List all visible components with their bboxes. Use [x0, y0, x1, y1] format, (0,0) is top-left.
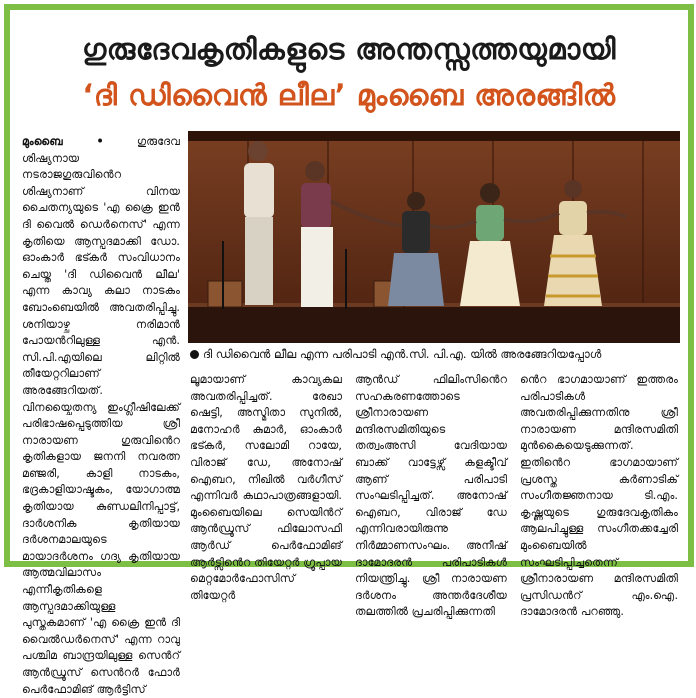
caption-bullet-icon: [190, 350, 199, 359]
dateline: മുംബൈ •: [22, 135, 104, 148]
caption-text: ദി ഡിവൈൻ ലീല എന്ന പരിപാടി എൻ.സി. പി.എ. യിൽ അരങ്ങേറിയപ്പോൾ: [203, 347, 602, 361]
column-1-text: ഗുരുദേവ ശിഷ്യനായ നടരാജഗുരുവിൻെറ ശിഷ്യനാണ് വിനയ ചൈതന്യയുടെ 'എ ക്രൈ ഇൻ ദി വൈൽ ഡെർനെസ്' എന്ന കൃതിയെ ആസ്പദമാക്കി ഡോ. ഓംകാർ ഭട്കർ സംവിധാനം ചെയ്ത 'ദി ഡിവൈൻ ലീല' എന്ന കാവ്യ കലാ നാടകം ബോംബെയിൽ അവതരിപ്പിച്ചു. ശനിയാഴ്ച നരിമാൻ പോയൻറിലുള്ള എൻ. സി.പി.എയിലെ ലിറ്റിൽ തീയേറ്ററിലാണ് അരങ്ങേറിയത്. വിനയ്ചൈതന്യ ഇംഗ്ലീഷിലേക്ക് പരിഭാഷപ്പെടുത്തിയ ശ്രീ നാരായണ ഗുരുവിൻെറ കൃതികളായ ജനനി നവരത്ന മഞ്ജരി, കാളി നാടകം, ഭദ്രകാളിയാഷ്ടകം, യോഗാത്മ കൃതിയായ കുണ്ഡലിനിപ്പാട്ട്, ദാർശനിക കൃതിയായ ദർശനമാലയുടെ മായാദർശനം ഗദ്യ കൃതിയായ ആത്മവിലാസം എന്നീകൃതികളെ ആസ്പദമാക്കിയുള്ള പുസ്തകമാണ് 'എ ക്രൈ ഇൻ ദി വൈൽഡർനെസ്' എന്ന റാവു പശ്ചിമ ബാന്ദ്രയിലുള്ള സെൻറ് ആൻഡ്രൂസ് സെൻറർ ഫോർ പെർഫോമിങ് ആർട്ടിസ്: [22, 135, 180, 696]
headline-line-1: ഗുരുദേവകൃതികളുടെ അന്തസ്സത്തയുമായി: [82, 32, 616, 66]
article-column-3: ആൻഡ് ഫിലിംസിൻെറ സഹകരണത്തോടെ ശ്രീനാരായണ മന്ദിരസമിതിയുടെ തത്വംഅസി വേദിയായ ബാക്ക് വാട്ടേഴ്സ് കളക്ടീവ് ആണ് പരിപാടി സംഘടിപ്പിച്ചത്. അനോഷ് ഐബറ, വിരാജ് ഡേ എന്നിവരായിരുന്നു നിർമ്മാണസംഘം. അനീഷ് ദാമോദരൻ പരിപാടികൾ നിയന്ത്രിച്ചു. ശ്രീ നാരായണ ദർശനം അന്തർദേശീയ തലത്തിൽ പ്രചരിപ്പിക്കുന്നതി: [355, 373, 507, 619]
article-column-2: ലൂമായാണ് കാവ്യകല അവതരിപ്പിച്ചത്. രേഖാ ഷെട്ടി, അസ്മിതാ സുനിൽ, മനോഹർ കുമാർ, ഓംകാർ ഭട്കർ, സലോമി റായേ, വിരാജ് ഡേ, അനോഷ് ഐബറ, നിഖിൽ വർഗീസ് എന്നിവർ കഥാപാത്രങ്ങളായി. മുംബൈയിലെ സെയിൻറ് ആൻഡ്രൂസ് ഫിലോസഫി ആർഡ് പെർഫോമിങ് ആർട്സിൻെറ തിയേറ്റർ ഗ്രൂപ്പായ മെറ്റമോർഫോസിസ് തിയേറ്റർ: [190, 373, 342, 602]
performers-illustration: [188, 131, 680, 343]
headline-line-2: ‘ദി ഡിവൈൻ ലീല’ മുംബൈ അരങ്ങിൽ: [82, 78, 616, 112]
photo-caption: [190, 347, 680, 362]
article-column-1: [22, 134, 180, 696]
article-column-4: ൻെറ ഭാഗമായാണ് ഇത്തരം പരിപാടികൾ അവതരിപ്പിക്കുന്നതിനു ശ്രീ നാരായണ മന്ദിരസമിതി മുൻകൈയെടുക്കുന്നത്. ഇതിൻെറ ഭാഗമായാണ് പ്രശസ്ത കർണാടിക് സംഗീതജ്ഞനായ ടി.എം. കൃഷ്ണയുടെ ഗുരുദേവകൃതികം ആലപിച്ചുള്ള സംഗീതക്കച്ചേരി മുംബൈയിൽ സംഘടിപ്പിച്ചതെന്ന് ശ്രീനാരായണ മന്ദിരസമിതി പ്രസിഡൻറ് എം.ഐ. ദാമോദരൻ പറഞ്ഞു.: [520, 373, 678, 619]
news-clipping: [4, 4, 694, 696]
stage-photo: [188, 131, 680, 343]
